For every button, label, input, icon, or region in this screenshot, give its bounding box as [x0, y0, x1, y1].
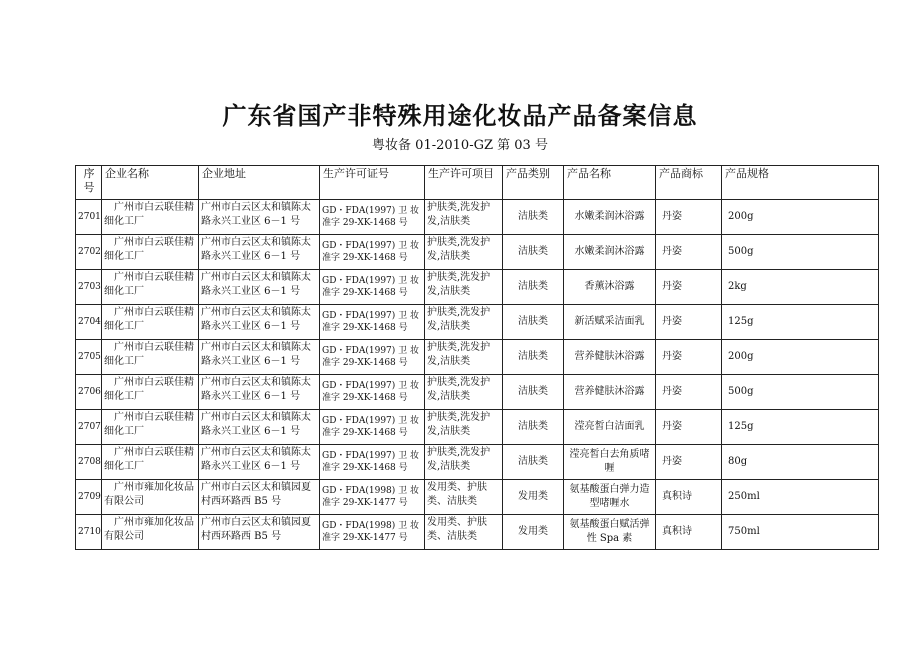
header-cell-company: 企业名称: [102, 166, 199, 200]
header-cell-no: 序号: [76, 166, 102, 200]
cell-spec: 80g: [722, 445, 879, 480]
document-title: 广东省国产非特殊用途化妆品产品备案信息: [222, 101, 698, 130]
cell-company: 广州市白云联佳精细化工厂: [102, 410, 199, 445]
cell-no: 2705: [76, 340, 102, 375]
cell-product: 营养健肤沐浴露: [564, 375, 656, 410]
cell-company: 广州市雍加化妆品有限公司: [102, 515, 199, 550]
cell-address: 广州市白云区太和镇陈太路永兴工业区 6－1 号: [199, 410, 320, 445]
cell-category: 洁肤类: [503, 270, 564, 305]
cell-address: 广州市白云区太和镇陈太路永兴工业区 6－1 号: [199, 305, 320, 340]
cell-product: 香薰沐浴露: [564, 270, 656, 305]
cell-company: 广州市白云联佳精细化工厂: [102, 375, 199, 410]
cell-license: GD・FDA(1997) 卫 妆准字 29-XK-1468 号: [320, 235, 425, 270]
cell-no: 2704: [76, 305, 102, 340]
cell-no: 2701: [76, 200, 102, 235]
cell-spec: 500g: [722, 375, 879, 410]
cell-scope: 护肤类,洗发护发,洁肤类: [425, 270, 503, 305]
cell-spec: 750ml: [722, 515, 879, 550]
cell-brand: 丹姿: [656, 235, 722, 270]
table-row: [76, 445, 879, 480]
cell-brand: 丹姿: [656, 200, 722, 235]
filing-table: [75, 165, 879, 550]
cell-product: 营养健肤沐浴露: [564, 340, 656, 375]
cell-address: 广州市白云区太和镇陈太路永兴工业区 6－1 号: [199, 235, 320, 270]
cell-product: 水嫩柔润沐浴露: [564, 235, 656, 270]
cell-product: 新活赋采洁面乳: [564, 305, 656, 340]
header-cell-license: 生产许可证号: [320, 166, 425, 200]
cell-spec: 125g: [722, 410, 879, 445]
cell-category: 洁肤类: [503, 340, 564, 375]
table-row: [76, 235, 879, 270]
cell-license: GD・FDA(1997) 卫 妆准字 29-XK-1468 号: [320, 445, 425, 480]
cell-product: 水嫩柔润沐浴露: [564, 200, 656, 235]
document-subtitle: 粤妆备 01-2010-GZ 第 03 号: [372, 138, 548, 153]
cell-scope: 发用类、护肤类、洁肤类: [425, 480, 503, 515]
cell-product: 滢亮皙白去角质啫喱: [564, 445, 656, 480]
cell-license: GD・FDA(1998) 卫 妆准字 29-XK-1477 号: [320, 515, 425, 550]
cell-category: 洁肤类: [503, 410, 564, 445]
table-row: [76, 375, 879, 410]
cell-license: GD・FDA(1997) 卫 妆准字 29-XK-1468 号: [320, 410, 425, 445]
cell-scope: 发用类、护肤类、洁肤类: [425, 515, 503, 550]
cell-company: 广州市白云联佳精细化工厂: [102, 340, 199, 375]
cell-category: 洁肤类: [503, 235, 564, 270]
cell-address: 广州市白云区太和镇陈太路永兴工业区 6－1 号: [199, 270, 320, 305]
cell-no: 2706: [76, 375, 102, 410]
cell-license: GD・FDA(1997) 卫 妆准字 29-XK-1468 号: [320, 340, 425, 375]
cell-license: GD・FDA(1997) 卫 妆准字 29-XK-1468 号: [320, 305, 425, 340]
cell-company: 广州市白云联佳精细化工厂: [102, 235, 199, 270]
cell-no: 2703: [76, 270, 102, 305]
cell-address: 广州市白云区太和镇陈太路永兴工业区 6－1 号: [199, 340, 320, 375]
cell-spec: 2kg: [722, 270, 879, 305]
cell-address: 广州市白云区太和镇陈太路永兴工业区 6－1 号: [199, 200, 320, 235]
cell-address: 广州市白云区太和镇陈太路永兴工业区 6－1 号: [199, 375, 320, 410]
cell-brand: 丹姿: [656, 270, 722, 305]
cell-product: 氨基酸蛋白赋活弹性 Spa 素: [564, 515, 656, 550]
cell-product: 氨基酸蛋白弹力造型啫喱水: [564, 480, 656, 515]
cell-scope: 护肤类,洗发护发,洁肤类: [425, 375, 503, 410]
cell-category: 发用类: [503, 515, 564, 550]
cell-category: 洁肤类: [503, 305, 564, 340]
cell-license: GD・FDA(1997) 卫 妆准字 29-XK-1468 号: [320, 375, 425, 410]
cell-address: 广州市白云区太和镇园夏村西环路西 B5 号: [199, 515, 320, 550]
cell-brand: 真积诗: [656, 480, 722, 515]
cell-scope: 护肤类,洗发护发,洁肤类: [425, 200, 503, 235]
cell-scope: 护肤类,洗发护发,洁肤类: [425, 445, 503, 480]
cell-category: 洁肤类: [503, 445, 564, 480]
table-row: [76, 410, 879, 445]
cell-scope: 护肤类,洗发护发,洁肤类: [425, 410, 503, 445]
cell-company: 广州市白云联佳精细化工厂: [102, 270, 199, 305]
cell-scope: 护肤类,洗发护发,洁肤类: [425, 305, 503, 340]
cell-address: 广州市白云区太和镇园夏村西环路西 B5 号: [199, 480, 320, 515]
cell-scope: 护肤类,洗发护发,洁肤类: [425, 235, 503, 270]
cell-category: 发用类: [503, 480, 564, 515]
cell-company: 广州市白云联佳精细化工厂: [102, 445, 199, 480]
cell-spec: 200g: [722, 200, 879, 235]
cell-product: 滢亮皙白洁面乳: [564, 410, 656, 445]
cell-no: 2702: [76, 235, 102, 270]
header-cell-brand: 产品商标: [656, 166, 722, 200]
cell-company: 广州市白云联佳精细化工厂: [102, 305, 199, 340]
header-cell-product: 产品名称: [564, 166, 656, 200]
cell-company: 广州市雍加化妆品有限公司: [102, 480, 199, 515]
table-row: [76, 515, 879, 550]
cell-address: 广州市白云区太和镇陈太路永兴工业区 6－1 号: [199, 445, 320, 480]
header-row: [76, 166, 879, 200]
cell-license: GD・FDA(1997) 卫 妆准字 29-XK-1468 号: [320, 200, 425, 235]
cell-brand: 丹姿: [656, 375, 722, 410]
cell-license: GD・FDA(1998) 卫 妆准字 29-XK-1477 号: [320, 480, 425, 515]
table-row: [76, 480, 879, 515]
cell-spec: 125g: [722, 305, 879, 340]
cell-category: 洁肤类: [503, 375, 564, 410]
cell-company: 广州市白云联佳精细化工厂: [102, 200, 199, 235]
cell-brand: 真积诗: [656, 515, 722, 550]
cell-no: 2708: [76, 445, 102, 480]
cell-spec: 200g: [722, 340, 879, 375]
header-cell-category: 产品类别: [503, 166, 564, 200]
cell-no: 2710: [76, 515, 102, 550]
table-row: [76, 340, 879, 375]
header-cell-spec: 产品规格: [722, 166, 879, 200]
cell-category: 洁肤类: [503, 200, 564, 235]
cell-brand: 丹姿: [656, 305, 722, 340]
cell-spec: 500g: [722, 235, 879, 270]
cell-no: 2709: [76, 480, 102, 515]
header-cell-scope: 生产许可项目: [425, 166, 503, 200]
cell-license: GD・FDA(1997) 卫 妆准字 29-XK-1468 号: [320, 270, 425, 305]
table-row: [76, 305, 879, 340]
cell-brand: 丹姿: [656, 445, 722, 480]
cell-scope: 护肤类,洗发护发,洁肤类: [425, 340, 503, 375]
cell-spec: 250ml: [722, 480, 879, 515]
cell-no: 2707: [76, 410, 102, 445]
cell-brand: 丹姿: [656, 340, 722, 375]
cell-brand: 丹姿: [656, 410, 722, 445]
table-row: [76, 270, 879, 305]
header-cell-address: 企业地址: [199, 166, 320, 200]
table-row: [76, 200, 879, 235]
